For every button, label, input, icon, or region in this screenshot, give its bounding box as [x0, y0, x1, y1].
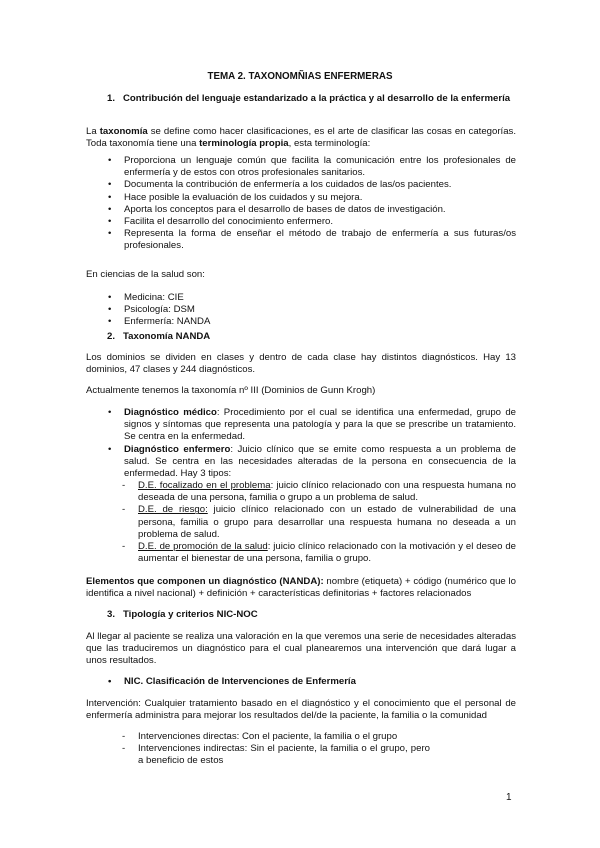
paragraph-nanda-elements [86, 576, 516, 600]
list-item: • Proporciona un lenguaje común que facilita la comunicación entre los profesionales de enfermería y de estos con otros profesionales sanitarios. [104, 155, 516, 179]
list-item: • Facilita el desarrollo del conocimiento enfermero. [104, 216, 516, 228]
p1-text-a: La [86, 126, 100, 137]
paragraph-taxonomy [86, 126, 516, 150]
diagnosis-term: Diagnóstico médico [124, 407, 217, 418]
list-item [104, 444, 516, 481]
intervention-types [120, 731, 430, 768]
dash-item: - Intervenciones indirectas: Sin el paciente, la familia o el grupo, pero a beneficio de estos [120, 743, 430, 767]
type-text: : juicio clínico relacionado con una respuesta humana no deseada de una persona, familia o grupo a un problema de salud. [138, 480, 516, 504]
page-number: 1 [506, 792, 512, 803]
section-3-heading [107, 609, 487, 621]
nic-heading-list [104, 676, 514, 688]
diagnosis-term: Diagnóstico enfermero [124, 443, 231, 455]
p1-term-taxonomia: taxonomía [99, 126, 148, 137]
diagnosis-list [104, 407, 516, 480]
list-item: • Documenta la contribución de enfermería a los cuidados de las/os pacientes. [104, 179, 516, 191]
section-2-title: Taxonomía NANDA [123, 331, 211, 342]
list-item: • Psicología: DSM [104, 304, 514, 316]
nanda-elements-label: Elementos que componen un diagnóstico (NANDA): [86, 576, 324, 587]
p1-term-terminologia: terminología propia [199, 138, 289, 150]
type-text: juicio clínico relacionado con un estado de vulnerabilidad de una persona, familia o grupo para desarrollar una respuesta humana no deseada a un problema de salud. [138, 504, 516, 540]
terminology-list [104, 155, 516, 253]
section-2-number: 2. [107, 331, 116, 342]
type-term: D.E. focalizado en el problema [138, 480, 271, 491]
dash-item [120, 541, 516, 565]
document-title: TEMA 2. TAXONOMÑIAS ENFERMERAS [207, 71, 393, 82]
paragraph-assessment: Al llegar al paciente se realiza una valoración en la que veremos una serie de necesidades alteradas que las traduciremos un diagnóstico para el cual planearemos una intervención que dará lugar a unos resultados. [86, 631, 516, 667]
section-1-heading [107, 93, 516, 105]
list-item: • Aporta los conceptos para el desarrollo de bases de datos de investigación. [104, 204, 516, 216]
list-item: • Representa la forma de enseñar el método de trabajo de enfermería a sus futuras/os profesionales. [104, 228, 516, 252]
classification-list [104, 292, 514, 329]
diagnosis-text: : Procedimiento por el cual se identifica una enfermedad, grupo de signos y síntomas que representa una patología y para la que se prescribe un tratamiento. Se centra en la enfermedad. [124, 407, 517, 443]
section-1-title: Contribución del lenguaje estandarizado a la práctica y al desarrollo de la enfermería [123, 93, 511, 104]
paragraph-domains: Los dominios se dividen en clases y dentro de cada clase hay distintos diagnósticos. Hay 13 dominios, 47 clases y 244 diagnósticos. [86, 352, 516, 376]
p1-text-e: , esta terminología: [288, 138, 371, 150]
section-3-number: 3. [107, 609, 116, 620]
paragraph-health-sciences: En ciencias de la salud son: [86, 269, 205, 280]
paragraph-taxonomy-iii: Actualmente tenemos la taxonomía nº III (Dominios de Gunn Krogh) [86, 385, 376, 396]
section-1-number: 1. [107, 93, 116, 104]
type-term: D.E. de riesgo: [138, 504, 208, 516]
dash-item: - Intervenciones directas: Con el paciente, la familia o el grupo [120, 731, 430, 743]
diagnosis-text: : Juicio clínico que se emite como respuesta a un problema de salud. Se centra en las necesidades alteradas de la persona en consecuencia de la enfermedad. Hay 3 tipos: [124, 443, 516, 480]
type-term: D.E. de promoción de la salud [138, 541, 268, 553]
dash-item [120, 504, 516, 541]
dash-item [120, 480, 516, 504]
nic-heading: • NIC. Clasificación de Intervenciones de Enfermería [104, 676, 514, 688]
nanda-elements-text: nombre (etiqueta) + código (numérico que lo identifica a nivel nacional) + definición + características definitorias + factores relacionados [86, 576, 516, 600]
paragraph-intervention: Intervención: Cualquier tratamiento basado en el diagnóstico y el conocimiento que el personal de enfermería administra para mejorar los resultados del/de la paciente, la familia o la comunidad [86, 698, 516, 722]
list-item: • Hace posible la evaluación de los cuidados y su mejora. [104, 192, 516, 204]
list-item: • Medicina: CIE [104, 292, 514, 304]
list-item: • Enfermería: NANDA [104, 316, 514, 328]
section-2-heading [107, 331, 487, 343]
p1-text-c: se define como hacer clasificaciones, es el arte de clasificar las cosas en categorías. Toda taxonomía tiene una [86, 126, 516, 150]
section-3-title: Tipología y criterios NIC-NOC [123, 609, 258, 620]
list-item [104, 407, 516, 444]
type-text: : juicio clínico relacionado con la motivación y el deseo de aumentar el bienestar de una persona, familia o grupo. [138, 541, 516, 565]
nursing-diagnosis-types [120, 480, 516, 565]
